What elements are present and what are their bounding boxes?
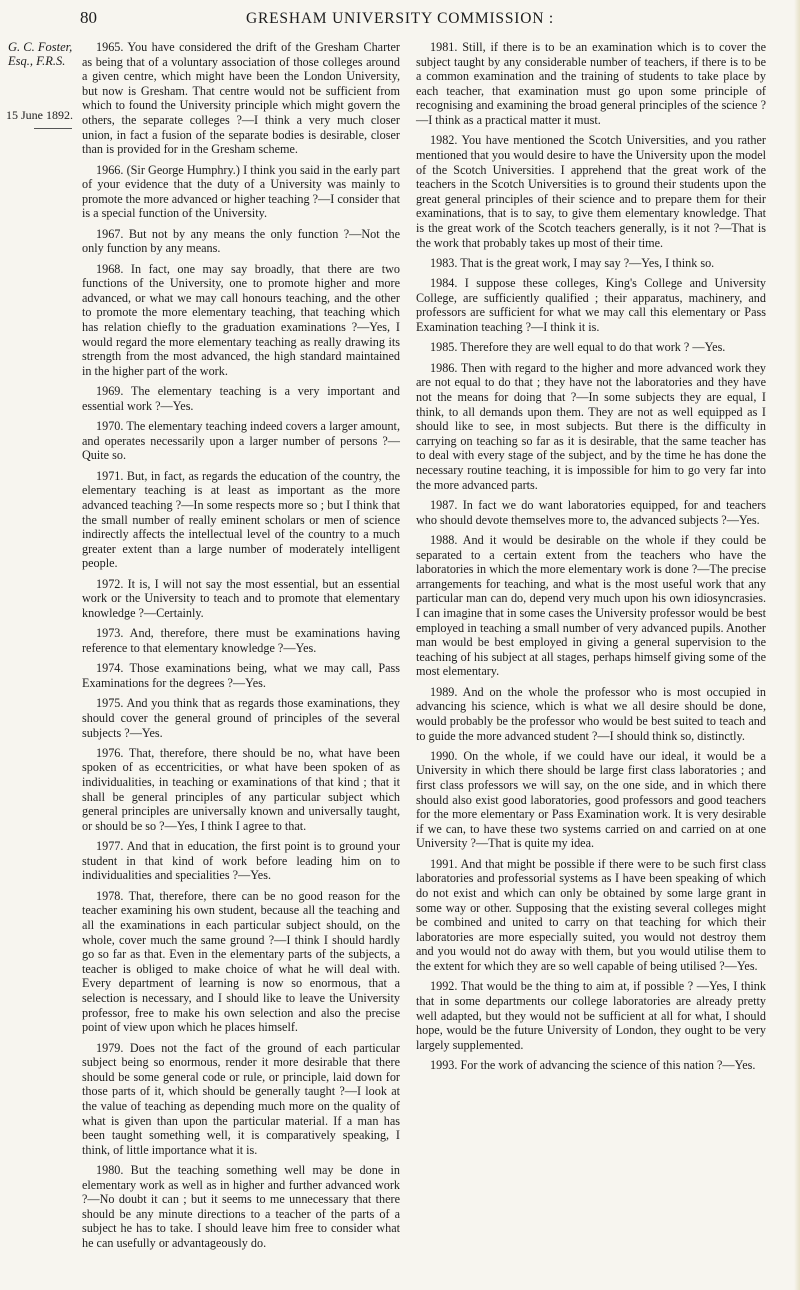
evidence-paragraph: 1965. You have considered the drift of the Gresham Charter as being that of a voluntary association of those colleges around a given centre, which might have been the London University, but now is Gresham. That centre would not be sufficient from which to found the University principle which might govern the others, the separate colleges ?—I think a very much closer union, in fact a fusion of the separate bodies is desirable, closer than is provided for in the Gresham scheme.	[82, 40, 400, 157]
evidence-paragraph: 1977. And that in education, the first point is to ground your student in that kind of work before leading him on to individualities and specialities ?—Yes.	[82, 839, 400, 883]
margin-divider	[34, 128, 72, 129]
evidence-paragraph: 1990. On the whole, if we could have our ideal, it would be a University in which there should be large first class laboratories ; and first class professors we will say, on the one side, and in which there should also exist good laboratories, good professors and good teachers for the more elementary or Pass Examination work. It is very desirable if we can, to have these two systems carried on and carried on at one University ?—That is quite my idea.	[416, 748, 766, 851]
evidence-paragraph: 1984. I suppose these colleges, King's College and University College, are sufficiently qualified ; their apparatus, machinery, and professors are sufficient for what we may call this elementary or Pass Examination teaching ?—I think it is.	[416, 276, 766, 335]
evidence-paragraph: 1978. That, therefore, there can be no good reason for the teacher examining his own student, because all the teaching and all the examinations in each particular subject should, on the whole, cover much the same ground ?—I think I should hardly go so far as that. Even in the elementary parts of the subjects, a teacher is obliged to make choice of what he will deal with. Every department of learning is now so enormous, that a selection is necessary, and I should like to leave the University professor, free to make his own selection and also the precise point of view upon which he places himself.	[82, 888, 400, 1035]
evidence-paragraph: 1992. That would be the thing to aim at, if possible ? —Yes, I think that in some departments our college laboratories are already pretty well adapted, but they would not be sufficient at all for what, I should hope, would be the future University of London, they ought to be very largely supplemented.	[416, 979, 766, 1052]
evidence-paragraph: 1987. In fact we do want laboratories equipped, for and teachers who should devote themselves more to, the advanced subjects ?—Yes.	[416, 498, 766, 527]
evidence-paragraph: 1982. You have mentioned the Scotch Universities, and you rather mentioned that you would desire to have the University upon the model of the Scotch Universities. I apprehend that the great work of the teachers in the Scotch Universities is to ground their students upon the great general principles of their science and to prepare them for their examinations, that is to say, to give them elementary knowledge. That is the great work of the Scotch teachers generally, is it not ?—That is the work that probably takes up most of their time.	[416, 133, 766, 250]
running-title: GRESHAM UNIVERSITY COMMISSION :	[246, 10, 554, 27]
page-number: 80	[80, 8, 97, 27]
right-column	[416, 40, 766, 1079]
evidence-paragraph: 1993. For the work of advancing the science of this nation ?—Yes.	[430, 1058, 756, 1073]
evidence-paragraph: 1979. Does not the fact of the ground of each particular subject being so enormous, render it more desirable that there should be some general code or rule, or principle, laid down for those parts of it, which should be generally taught ?—I look at the value of teaching as depending much more on the quality of what is given than upon the particular material. If a man has been taught something well, it is comparatively speaking, I think, of little importance what it is.	[82, 1040, 400, 1157]
evidence-paragraph: 1967. But not by any means the only function ?—Not the only function by any means.	[82, 226, 400, 256]
evidence-paragraph: 1983. That is the great work, I may say ?—Yes, I think so.	[430, 255, 715, 270]
evidence-paragraph: 1972. It is, I will not say the most essential, but an essential work or the University to teach and to promote that elementary knowledge ?—Certainly.	[82, 576, 400, 620]
evidence-paragraph: 1971. But, in fact, as regards the education of the country, the elementary teaching is at least as important as the more advanced teaching ?—In some respects more so ; but I think that the small number of really eminent scholars or men of science indirectly affects the intellectual level of the country to a much greater extent than a large number of moderately intelligent people.	[82, 468, 400, 571]
evidence-paragraph: 1976. That, therefore, there should be no, what have been spoken of as eccentricities, or what have been spoken of as individualities, in teaching or examinations of that kind ; that it shall be general principles of any particular subject which general principles are universally known and universally taught, or should be so ?—Yes, I think I agree to that.	[82, 745, 400, 833]
margin-date: 15 June 1892.	[6, 108, 73, 122]
running-head	[0, 6, 800, 28]
evidence-paragraph: 1970. The elementary teaching indeed covers a larger amount, and operates necessarily upon a larger number of persons ?—Quite so.	[82, 419, 400, 463]
evidence-paragraph: 1980. But the teaching something well may be done in elementary work as well as in higher and further advanced work ?—No doubt it can ; but it seems to me unnecessary that there should be any minute directions to a teacher of the parts of a subject he has to take. I should leave him free to consider what he can usefully or advantageously do.	[82, 1163, 400, 1251]
evidence-paragraph: 1966. (Sir George Humphry.) I think you said in the early part of your evidence that the duty of a University was mainly to promote the more advanced or higher teaching ?—I consider that is a special function of the University.	[82, 162, 400, 221]
evidence-paragraph: 1968. In fact, one may say broadly, that there are two functions of the University, one to promote higher and more advanced, or what we may call honours teaching, and the other to promote the more elementary teaching, that teaching which has relation chiefly to the graduation examinations ?—Yes, I would regard the more elementary teaching as really drawing its strength from the most advanced, the high standard maintained in the higher part of the work.	[82, 261, 400, 378]
evidence-paragraph: 1974. Those examinations being, what we may call, Pass Examinations for the degrees ?—Yes.	[82, 661, 400, 690]
evidence-paragraph: 1973. And, therefore, there must be examinations having reference to that elementary knowledge ?—Yes.	[82, 626, 400, 655]
evidence-paragraph: 1989. And on the whole the professor who is most occupied in advancing his science, which is what we all desire should be done, would probably be the professor who would be best suited to teach and to guide the more advanced student ?—I should think so, distinctly.	[416, 684, 766, 743]
evidence-paragraph: 1991. And that might be possible if there were to be such first class laboratories and professorial systems as I have been speaking of which do not exist and which can only be obtained by some large grant in some way or other. Supposing that the existing several colleges might be combined and united to carry on that teaching for which their laboratories are more especially suited, you would not destroy them and you would not do away with them, but you would utilise them to the extent for which they are so well capable of being utilised ?—Yes.	[416, 856, 766, 973]
evidence-paragraph: 1981. Still, if there is to be an examination which is to cover the subject taught by any considerable number of teachers, if there is to be a common examination and the training of students to take place by each teacher, that examination must go upon some principle of recognising and examining the broad general principles of the science ?—I think as a practical matter it must.	[416, 40, 766, 127]
evidence-paragraph: 1969. The elementary teaching is a very important and essential work ?—Yes.	[82, 384, 400, 413]
evidence-paragraph: 1985. Therefore they are well equal to do that work ? —Yes.	[430, 340, 726, 355]
evidence-paragraph: 1988. And it would be desirable on the whole if they could be separated to a certain extent from the teachers who have the laboratories in which the more elementary work is done ?—The precise arrangements for teaching, and what is the most useful work that any particular man can do, depend very much upon his own idiosyncrasies. I can imagine that in some cases the University professor would be best employed in teaching a small number of very advanced pupils. Another man would be best employed in giving a general supervision to the teaching of his subject at all stages, perhaps himself giving some of the most elementary.	[416, 532, 766, 679]
margin-witness-name: G. C. Foster, Esq., F.R.S.	[8, 40, 73, 68]
left-column	[82, 40, 400, 1256]
evidence-paragraph: 1986. Then with regard to the higher and more advanced work they are not equal to do that ; they have not the laboratories and they have not the means for doing that ?—In some subjects they are equal, I think, to all demands upon them. They are not as well equipped as I should like to see, in most subjects. But there is the difficulty in carrying on teaching so far as it is desirable, that the same teacher has to deal with every stage of the subject, and by the time he has done the necessary routine teaching, it is impossible for him to go very far into the more advanced parts.	[416, 360, 766, 492]
page-edge-shadow	[794, 0, 800, 1290]
evidence-paragraph: 1975. And you think that as regards those examinations, they should cover the general ground of principles of the several subjects ?—Yes.	[82, 696, 400, 740]
